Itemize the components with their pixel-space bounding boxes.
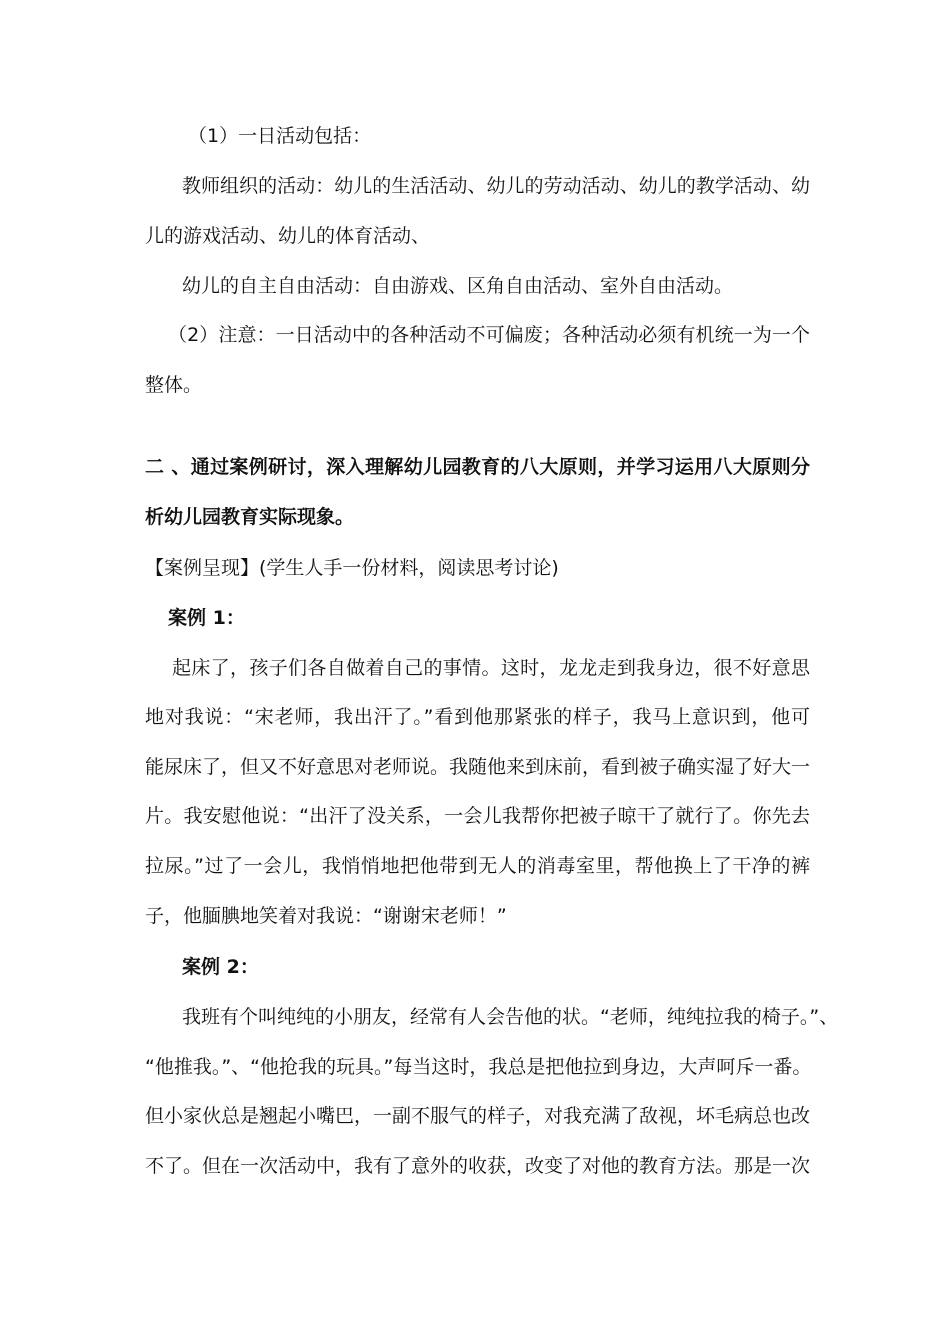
list-item-2: （2）注意：一日活动中的各种活动不可偏废；各种活动必须有机统一为一个 — [168, 324, 810, 346]
case-2-title: 案例 2： — [182, 956, 259, 978]
paragraph-line: 我班有个叫纯纯的小朋友，经常有人会告他的状。“老师，纯纯拉我的椅子。”、 — [182, 1006, 839, 1028]
paragraph-line: 拉尿。”过了一会儿，我悄悄地把他带到无人的消毒室里，帮他换上了干净的裤 — [145, 855, 810, 877]
paragraph-line: “他推我。”、“他抢我的玩具。”每当这时，我总是把他拉到身边，大声呵斥一番。 — [145, 1056, 812, 1078]
paragraph-line: 地对我说：“宋老师，我出汗了。”看到他那紧张的样子，我马上意识到，他可 — [145, 706, 810, 728]
paragraph-line: 儿的游戏活动、幼儿的体育活动、 — [145, 225, 431, 247]
paragraph-line: 整体。 — [145, 374, 203, 396]
section-heading: 析幼儿园教育实际现象。 — [145, 506, 355, 528]
paragraph-line: 不了。但在一次活动中，我有了意外的收获，改变了对他的教育方法。那是一次 — [145, 1155, 811, 1177]
case-intro: 【案例呈现】(学生人手一份材料，阅读思考讨论) — [145, 557, 559, 579]
paragraph-line: 子，他腼腆地笑着对我说：“谢谢宋老师！” — [145, 905, 507, 927]
section-heading: 二 、通过案例研讨，深入理解幼儿园教育的八大原则，并学习运用八大原则分 — [145, 456, 810, 478]
paragraph-line: 片。我安慰他说：“出汗了没关系，一会儿我帮你把被子晾干了就行了。你先去 — [145, 805, 810, 827]
paragraph-line: 教师组织的活动：幼儿的生活活动、幼儿的劳动活动、幼儿的教学活动、幼 — [182, 175, 810, 197]
paragraph-line: 起床了，孩子们各自做着自己的事情。这时，龙龙走到我身边，很不好意思 — [172, 657, 810, 679]
paragraph-line: 但小家伙总是翘起小嘴巴，一副不服气的样子，对我充满了敌视，坏毛病总也改 — [145, 1105, 811, 1127]
paragraph-line: 能尿床了，但又不好意思对老师说。我随他来到床前，看到被子确实湿了好大一 — [145, 756, 811, 778]
paragraph-line: 幼儿的自主自由活动：自由游戏、区角自由活动、室外自由活动。 — [182, 275, 734, 297]
case-1-title: 案例 1： — [168, 607, 245, 629]
list-item-1: （1）一日活动包括： — [188, 125, 372, 147]
